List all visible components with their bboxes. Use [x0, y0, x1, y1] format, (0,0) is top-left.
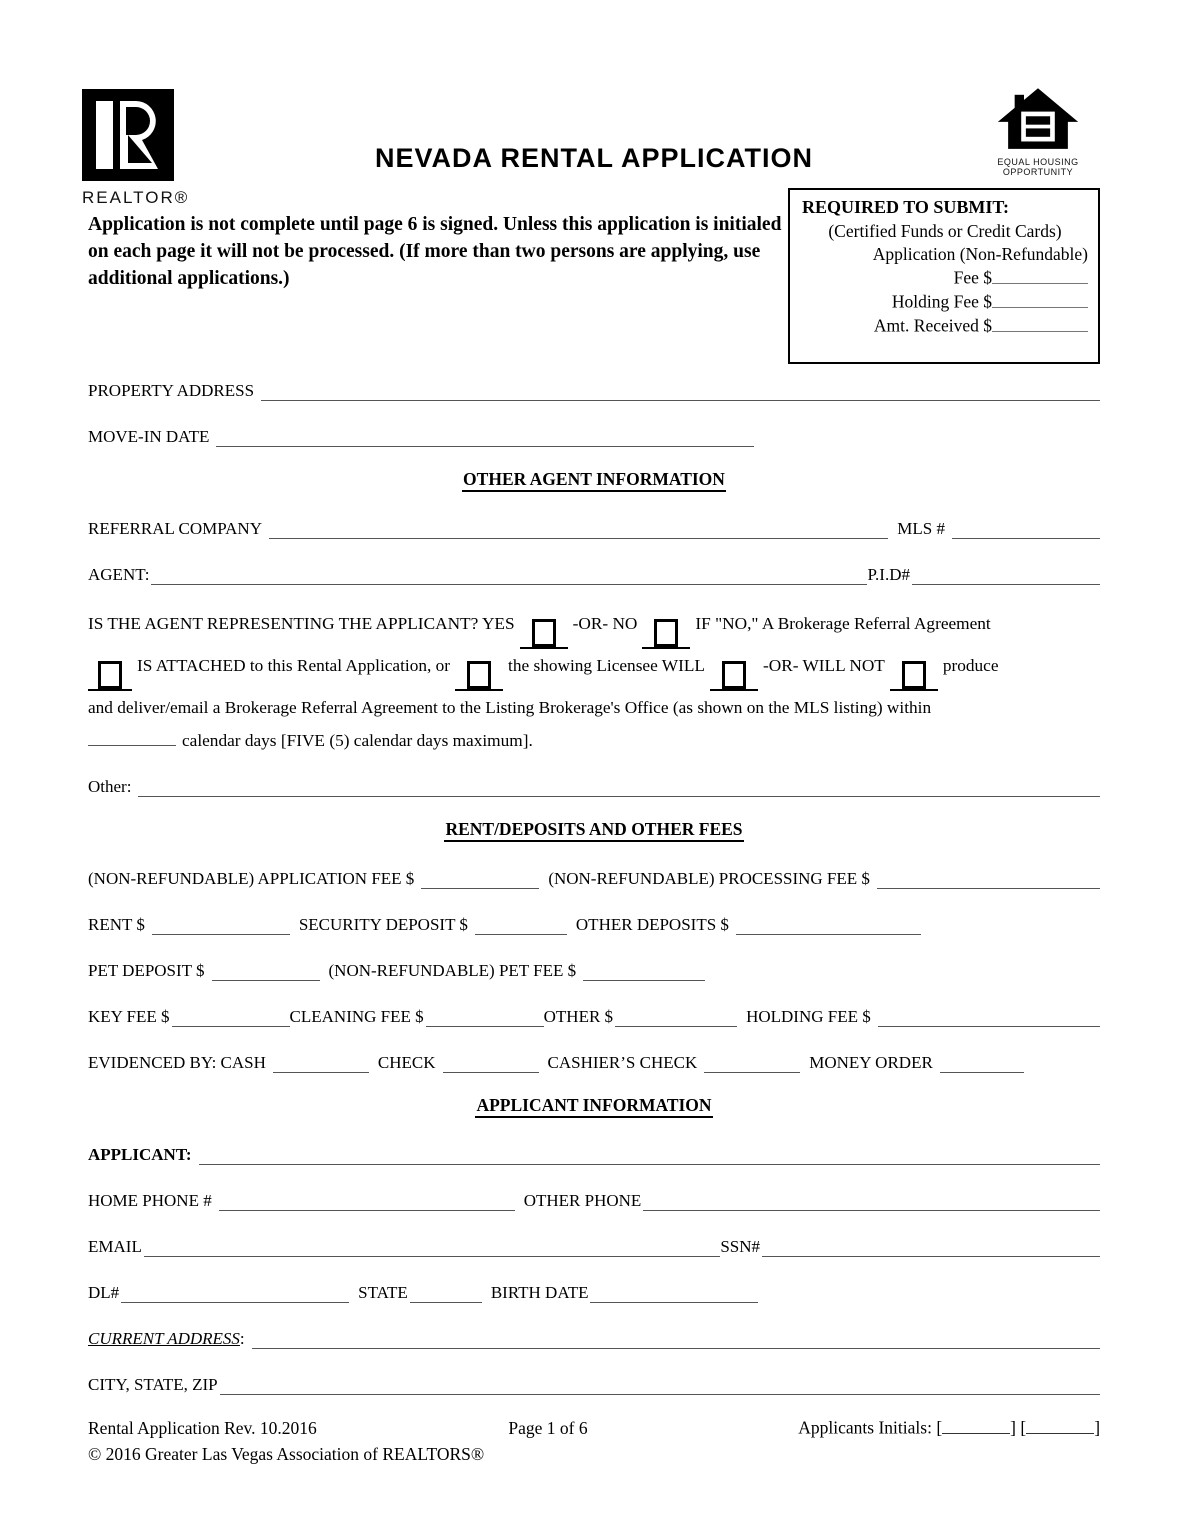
cashiers-check-input[interactable] — [704, 1054, 800, 1073]
agent-label: AGENT: — [88, 565, 150, 584]
footer-revision: Rental Application Rev. 10.2016 — [88, 1417, 317, 1438]
application-fee-label: (NON-REFUNDABLE) APPLICATION FEE $ — [88, 869, 415, 889]
produce-text: produce — [942, 656, 999, 676]
birth-date-label: BIRTH DATE — [490, 1283, 589, 1303]
applicant-info-section-header: APPLICANT INFORMATION — [88, 1095, 1100, 1121]
agent-representation-paragraph — [88, 607, 1100, 757]
cash-input[interactable] — [273, 1054, 369, 1073]
pet-fee-label: (NON-REFUNDABLE) PET FEE $ — [328, 961, 577, 981]
required-box-amt-line: Amt. Received $ — [802, 314, 1088, 338]
applicant-row — [88, 1141, 1100, 1165]
pet-deposit-label: PET DEPOSIT $ — [88, 961, 205, 981]
other-row — [88, 773, 1100, 797]
ssn-input[interactable] — [762, 1238, 1100, 1257]
check-label: CHECK — [377, 1053, 436, 1073]
mls-label: MLS # — [897, 519, 945, 538]
city-state-zip-row — [88, 1371, 1100, 1395]
amt-received-input[interactable] — [992, 314, 1088, 332]
other-deposits-label: OTHER DEPOSITS $ — [575, 915, 729, 935]
ssn-label: SSN# — [720, 1237, 760, 1257]
initials-label: Applicants Initials: — [798, 1417, 932, 1438]
money-order-input[interactable] — [940, 1054, 1024, 1073]
calendar-days-input[interactable] — [88, 729, 176, 746]
other-deposits-input[interactable] — [736, 916, 921, 935]
key-fee-input[interactable] — [172, 1008, 290, 1027]
required-box-fee-line: Fee $ — [802, 266, 1088, 290]
city-state-zip-input[interactable] — [220, 1376, 1100, 1395]
footer-initials: Applicants Initials: [ ] [ ] — [798, 1417, 1101, 1438]
application-fee-input[interactable] — [421, 870, 539, 889]
processing-fee-label: (NON-REFUNDABLE) PROCESSING FEE $ — [548, 869, 870, 889]
applicant-label: APPLICANT: — [88, 1145, 192, 1165]
security-deposit-input[interactable] — [475, 916, 567, 935]
or-no-text: -OR- NO — [572, 614, 638, 633]
holding-fee-amount-input[interactable] — [992, 290, 1088, 308]
move-in-date-label: MOVE-IN DATE — [88, 427, 210, 446]
licensee-text: the showing Licensee WILL — [508, 656, 705, 676]
phone-row — [88, 1187, 1100, 1211]
current-address-input[interactable] — [252, 1330, 1100, 1349]
security-deposit-label: SECURITY DEPOSIT $ — [298, 915, 468, 935]
home-phone-label: HOME PHONE # — [88, 1191, 212, 1211]
email-input[interactable] — [144, 1238, 720, 1257]
property-address-row — [88, 377, 1100, 401]
pet-fee-input[interactable] — [583, 962, 705, 981]
cashiers-check-label: CASHIER’S CHECK — [547, 1053, 698, 1073]
attached-checkbox[interactable] — [98, 661, 122, 689]
other-phone-label: OTHER PHONE — [523, 1191, 642, 1211]
move-in-date-row — [88, 423, 1100, 447]
required-box-title: REQUIRED TO SUBMIT: — [802, 197, 1010, 217]
rent-input[interactable] — [152, 916, 290, 935]
application-fee-amount-input[interactable] — [992, 266, 1088, 284]
key-fee-row — [88, 1003, 1100, 1027]
agent-question-text: IS THE AGENT REPRESENTING THE APPLICANT? YES — [88, 614, 515, 633]
referral-company-label: REFERRAL COMPANY — [88, 519, 262, 538]
no-checkbox[interactable] — [654, 619, 678, 647]
home-phone-input[interactable] — [219, 1192, 515, 1211]
notice-paragraph: Application is not complete until page 6 is signed. Unless this application is initialed on each page it will not be processed. (If more than two persons are applying, use additional applications.) — [88, 214, 782, 289]
initials-2-input[interactable] — [1026, 1416, 1094, 1434]
cleaning-fee-label: CLEANING FEE $ — [289, 1007, 424, 1027]
property-address-input[interactable] — [261, 382, 1100, 401]
property-address-label: PROPERTY ADDRESS — [88, 381, 255, 400]
page-title: NEVADA RENTAL APPLICATION — [374, 143, 813, 173]
current-address-colon: : — [239, 1329, 245, 1349]
state-label: STATE — [358, 1283, 408, 1303]
referral-company-row — [88, 515, 1100, 539]
deliver-text: and deliver/email a Brokerage Referral Agreement to the Listing Brokerage's Office (as shown on the MLS listing) within — [88, 698, 932, 718]
equal-housing-logo — [992, 87, 1084, 178]
applicant-name-input[interactable] — [199, 1146, 1100, 1165]
key-fee-label: KEY FEE $ — [88, 1007, 170, 1027]
referral-company-input[interactable] — [269, 520, 888, 539]
if-no-text: IF "NO," A Brokerage Referral Agreement — [695, 614, 991, 633]
other-agent-section-header: OTHER AGENT INFORMATION — [88, 469, 1100, 495]
footer-copyright: © 2016 Greater Las Vegas Association of REALTORS® — [88, 1443, 485, 1464]
footer-page-number: Page 1 of 6 — [508, 1417, 588, 1438]
holding-fee-input[interactable] — [878, 1008, 1100, 1027]
required-box-subtitle: (Certified Funds or Credit Cards) — [828, 220, 1062, 241]
equal-housing-icon — [996, 87, 1080, 153]
email-row — [88, 1233, 1100, 1257]
showing-licensee-checkbox[interactable] — [467, 661, 491, 689]
move-in-date-input[interactable] — [216, 428, 754, 447]
cleaning-fee-input[interactable] — [426, 1008, 544, 1027]
evidenced-by-row — [88, 1049, 1100, 1073]
email-label: EMAIL — [88, 1237, 142, 1257]
rent-deposits-section-header: RENT/DEPOSITS AND OTHER FEES — [88, 819, 1100, 845]
other-input[interactable] — [138, 778, 1100, 797]
current-address-row — [88, 1325, 1100, 1349]
city-state-zip-label: CITY, STATE, ZIP — [88, 1375, 218, 1395]
will-not-checkbox[interactable] — [902, 661, 926, 689]
pet-deposit-row — [88, 957, 1100, 981]
check-input[interactable] — [443, 1054, 539, 1073]
attached-text: IS ATTACHED to this Rental Application, or — [137, 656, 451, 676]
agent-row — [88, 561, 1100, 585]
will-checkbox[interactable] — [722, 661, 746, 689]
equal-housing-text: EQUAL HOUSING OPPORTUNITY — [997, 157, 1079, 177]
state-input[interactable] — [410, 1284, 482, 1303]
pid-input[interactable] — [912, 566, 1100, 585]
other-fee-input[interactable] — [615, 1008, 737, 1027]
rent-row — [88, 911, 1100, 935]
application-fee-row — [88, 865, 1100, 889]
or-will-not-text: -OR- WILL NOT — [762, 656, 885, 676]
required-box-app-line: Application (Non-Refundable) — [872, 244, 1088, 265]
mls-number-input[interactable] — [952, 520, 1100, 539]
required-box-holding-line: Holding Fee $ — [802, 290, 1088, 314]
holding-fee-label: HOLDING FEE $ — [746, 1007, 871, 1027]
page-footer — [88, 1416, 1100, 1465]
money-order-label: MONEY ORDER — [809, 1053, 933, 1073]
current-address-label: CURRENT ADDRESS — [88, 1329, 240, 1349]
other-fee-label: OTHER $ — [543, 1007, 614, 1027]
pid-label: P.I.D# — [867, 565, 910, 584]
pet-deposit-input[interactable] — [212, 962, 320, 981]
evidenced-by-cash-label: EVIDENCED BY: CASH — [88, 1053, 266, 1073]
other-label: Other: — [88, 777, 132, 797]
dl-row — [88, 1279, 1100, 1303]
required-to-submit-box — [788, 188, 1100, 364]
header — [82, 85, 1100, 377]
dl-label: DL# — [88, 1283, 120, 1303]
other-phone-input[interactable] — [643, 1192, 1100, 1211]
birth-date-input[interactable] — [590, 1284, 758, 1303]
realtor-logo-text: REALTOR® — [82, 188, 190, 207]
processing-fee-input[interactable] — [877, 870, 1100, 889]
agent-name-input[interactable] — [151, 566, 867, 585]
calendar-days-text: calendar days [FIVE (5) calendar days maximum]. — [182, 731, 533, 751]
yes-checkbox[interactable] — [532, 619, 556, 647]
initials-1-input[interactable] — [942, 1416, 1010, 1434]
rent-label: RENT $ — [88, 915, 145, 935]
dl-input[interactable] — [121, 1284, 349, 1303]
